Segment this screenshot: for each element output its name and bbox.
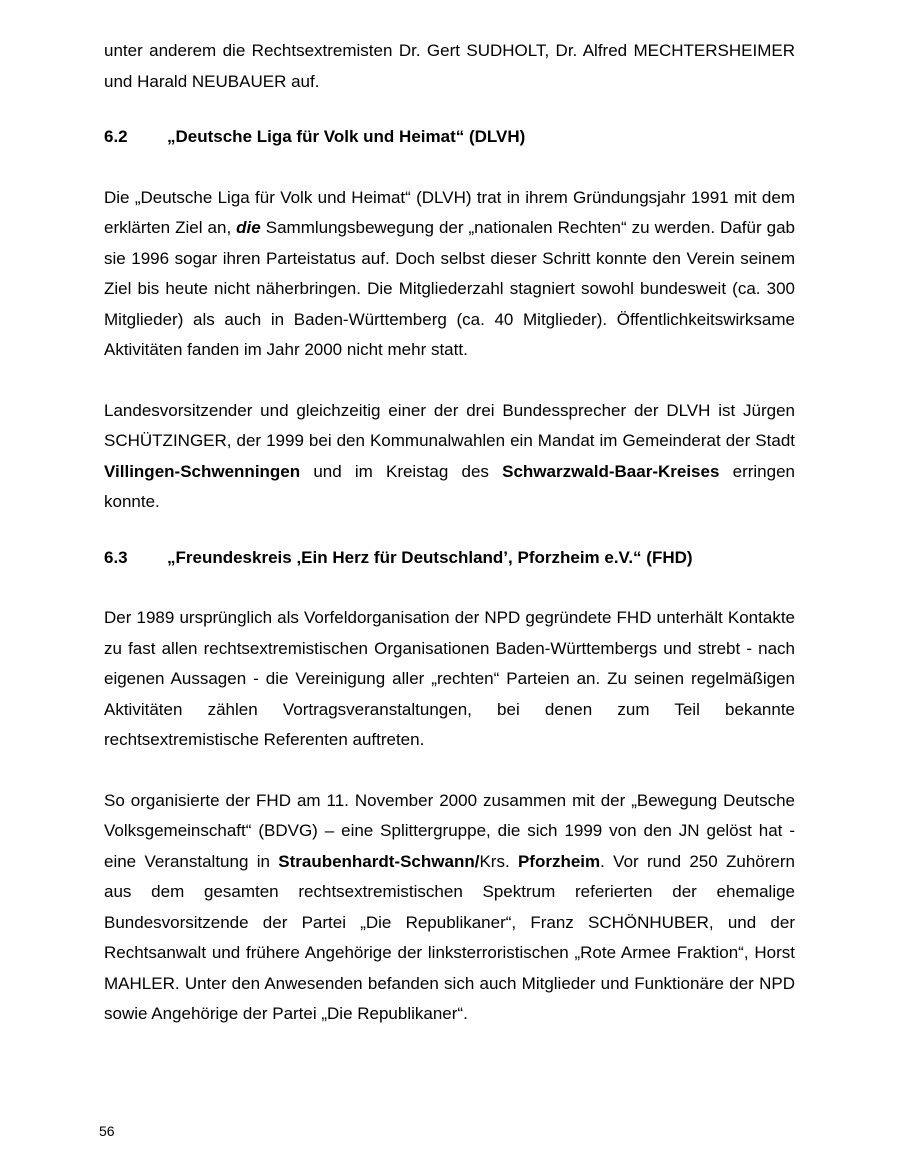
dlvh-paragraph-2 [104, 396, 795, 518]
text-run: . Vor rund 250 Zuhörern aus dem gesamten rechtsextremistischen Spektrum referierten der ehemalige Bundesvorsitzende der Partei „Die Republikaner“, Franz SCHÖNHUBER, und der Rechtsanwalt und frühere Angehörige der linksterroristischen „Rote Armee Fraktion“, Horst MAHLER. Unter den Anwesenden befanden sich auch Mitglieder und Funktionäre der NPD sowie Angehörige der Partei „Die Republikaner“. [104, 851, 795, 1023]
intro-paragraph: unter anderem die Rechtsextremisten Dr. Gert SUDHOLT, Dr. Alfred MECHTERSHEIMER und Harald NEUBAUER auf. [104, 41, 795, 91]
bold-place-name: Straubenhardt-Schwann/ [278, 851, 480, 871]
bold-place-name: Villingen-Schwenningen [104, 461, 301, 481]
text-run: Die „Deutsche Liga für Volk und Heimat“ (DLVH) trat in ihrem Gründungsjahr 1991 mit dem erklärten Ziel an, [104, 187, 795, 237]
page-number: 56 [99, 1123, 115, 1139]
section-number: 6.3 [104, 547, 128, 567]
section-title: „Freundeskreis ‚Ein Herz für Deutschland’, Pforzheim e.V.“ (FHD) [167, 547, 693, 567]
emphasis-run: die [236, 218, 261, 237]
text-run: und im Kreistag des [300, 461, 503, 481]
section-heading-6-2 [104, 122, 795, 153]
document-page [104, 36, 795, 1030]
fhd-paragraph-1: Der 1989 ursprünglich als Vorfeldorganisation der NPD gegründete FHD unterhält Kontakte zu fast allen rechtsextremistischen Organisationen Baden-Württembergs und strebt - nach eigenen Aussagen - die Vereinigung aller „rechten“ Parteien an. Zu seinen regelmäßigen Aktivitäten zählen Vortragsveranstaltungen, bei denen zum Teil bekannte rechtsextremistische Referenten auftreten. [104, 608, 795, 749]
fhd-paragraph-2 [104, 786, 795, 1030]
text-run: Krs. [479, 851, 518, 871]
text-run: Sammlungsbewegung der „nationalen Rechten“ zu werden. Dafür gab sie 1996 sogar ihren Parteistatus auf. Doch selbst dieser Schritt konnte den Verein seinem Ziel bis heute nicht näherbringen. Die Mitgliederzahl stagniert sowohl bundesweit (ca. 300 Mitglieder) als auch in Baden-Württemberg (ca. 40 Mitglieder). Öffentlichkeitswirksame Aktivitäten fanden im Jahr 2000 nicht mehr statt. [104, 218, 795, 359]
bold-place-name: Pforzheim [517, 851, 601, 871]
dlvh-paragraph-1 [104, 183, 795, 366]
text-run: erringen konnte. [104, 461, 795, 511]
section-number: 6.2 [104, 127, 128, 146]
text-run: So organisierte der FHD am 11. November 2000 zusammen mit der „Bewegung Deutsche Volksgemeinschaft“ (BDVG) – eine Splittergruppe, die sich 1999 von den JN gelöst hat - eine Veranstaltung in [104, 790, 795, 871]
section-title: „Deutsche Liga für Volk und Heimat“ (DLVH) [167, 127, 526, 146]
bold-place-name: Schwarzwald-Baar-Kreises [502, 461, 720, 481]
section-heading-6-3 [104, 543, 795, 574]
text-run: Landesvorsitzender und gleichzeitig einer der drei Bundessprecher der DLVH ist Jürgen SCHÜTZINGER, der 1999 bei den Kommunalwahlen ein Mandat im Gemeinderat der Stadt [104, 400, 795, 450]
